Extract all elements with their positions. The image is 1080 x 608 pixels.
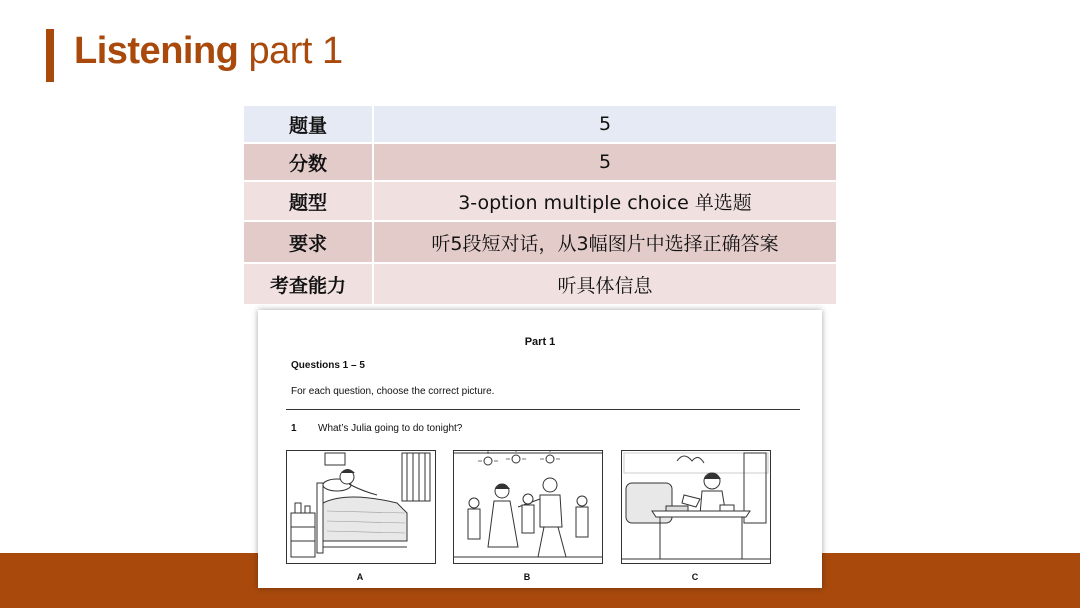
divider <box>286 409 800 410</box>
question-text: What’s Julia going to do tonight? <box>318 423 463 434</box>
row-key: 分数 <box>244 143 373 181</box>
exam-instruction: For each question, choose the correct picture. <box>291 386 495 397</box>
slide-title-bold: Listening <box>74 30 239 72</box>
table-row <box>244 143 836 181</box>
exam-part-heading: Part 1 <box>524 336 556 348</box>
exam-questions-range: Questions 1 – 5 <box>291 360 365 371</box>
option-label-b: B <box>523 572 531 582</box>
row-value: 5 <box>373 143 836 181</box>
row-value: 3-option multiple choice 单选题 <box>373 181 836 221</box>
row-value: 听具体信息 <box>373 263 836 305</box>
table-row <box>244 221 836 263</box>
party-illustration <box>454 451 602 563</box>
title-accent-bar <box>46 29 54 82</box>
row-key: 考查能力 <box>244 263 373 305</box>
slide-title <box>74 30 343 73</box>
table-row <box>244 181 836 221</box>
exam-paper-excerpt <box>258 310 822 588</box>
option-label-c: C <box>691 572 699 582</box>
row-value: 听5段短对话，从3幅图片中选择正确答案 <box>373 221 836 263</box>
option-label-a: A <box>356 572 364 582</box>
table-row <box>244 106 836 143</box>
row-key: 题量 <box>244 106 373 143</box>
slide-title-rest: part 1 <box>238 30 343 72</box>
question-number: 1 <box>291 423 297 434</box>
row-key: 要求 <box>244 221 373 263</box>
row-value: 5 <box>373 106 836 143</box>
picture-a-sleeping <box>286 450 436 564</box>
picture-b-party <box>453 450 603 564</box>
picture-c-studying <box>621 450 771 564</box>
study-illustration <box>622 451 770 563</box>
exam-info-table <box>244 106 836 306</box>
table-row <box>244 263 836 305</box>
row-key: 题型 <box>244 181 373 221</box>
bedroom-illustration <box>287 451 435 563</box>
